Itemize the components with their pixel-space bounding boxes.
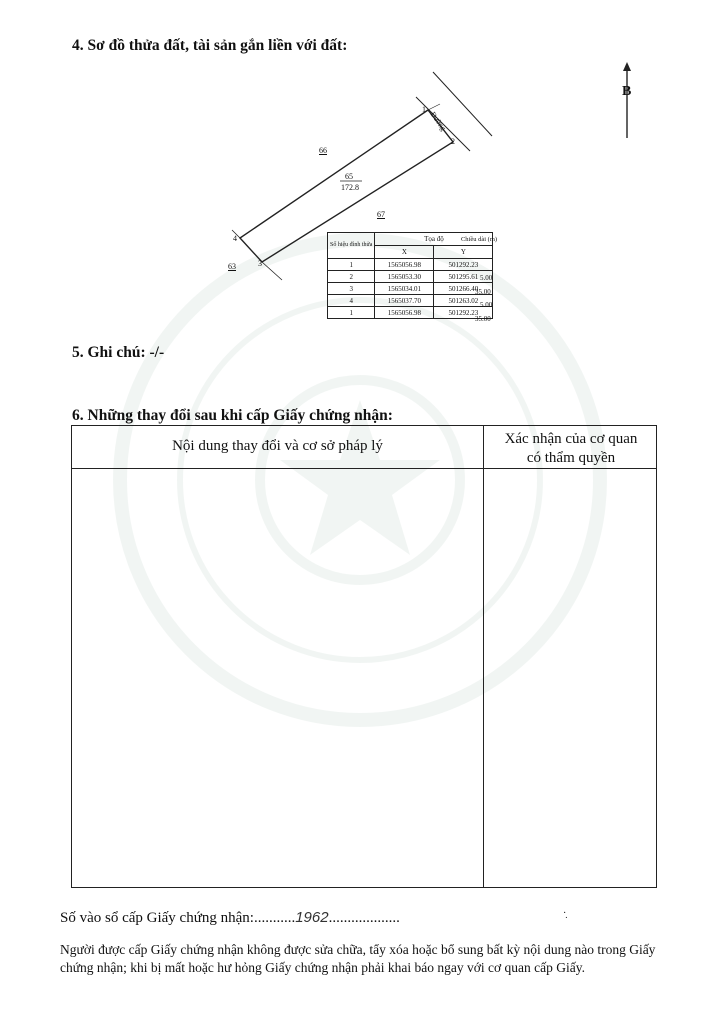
distance-2-3: 35.00 bbox=[475, 288, 491, 296]
table-row: 1 1565056.98 501292.23 bbox=[328, 259, 493, 271]
coord-header-x: X bbox=[375, 246, 434, 259]
table-row: 3 1565034.01 501266.40 bbox=[328, 283, 493, 295]
parcel-area: 172.8 bbox=[341, 183, 359, 192]
vertex-label-2: 2 bbox=[451, 137, 455, 146]
coordinate-table bbox=[327, 232, 493, 319]
distance-header: Chiều dài (m) bbox=[460, 236, 498, 243]
distance-4-1: 35.00 bbox=[475, 315, 491, 323]
section-4-title: 4. Sơ đồ thửa đất, tài sản gắn liền với đất: bbox=[72, 37, 348, 54]
road-label: Đường bbox=[428, 110, 449, 133]
table-row: 1 1565056.98 501292.23 bbox=[328, 307, 493, 319]
neighbor-parcel-66: 66 bbox=[319, 146, 327, 155]
neighbor-parcel-67: 67 bbox=[377, 210, 385, 219]
parcel-number: 65 bbox=[345, 172, 353, 181]
neighbor-parcel-63: 63 bbox=[228, 262, 236, 271]
coord-header-y: Y bbox=[434, 246, 493, 259]
section-6-title: 6. Những thay đổi sau khi cấp Giấy chứng nhận: bbox=[72, 407, 393, 424]
register-number-line: Số vào sổ cấp Giấy chứng nhận:...........1962................... bbox=[60, 909, 400, 926]
distance-3-4: 5.00 bbox=[480, 301, 493, 309]
pen-mark: ·̣ bbox=[563, 908, 567, 919]
changes-header-content: Nội dung thay đổi và cơ sở pháp lý bbox=[172, 438, 383, 454]
changes-header-confirmation: Xác nhận của cơ quan có thẩm quyền bbox=[504, 431, 638, 466]
register-number: 1962 bbox=[295, 909, 329, 926]
section-5-title: 5. Ghi chú: -/- bbox=[72, 344, 165, 361]
vertex-label-4: 4 bbox=[233, 234, 237, 243]
table-row: 4 1565037.70 501263.02 bbox=[328, 295, 493, 307]
north-arrow-icon bbox=[620, 62, 634, 138]
north-letter: B bbox=[622, 84, 632, 99]
distance-1-2: 5.00 bbox=[480, 274, 493, 282]
coord-header-id: Số hiệu đỉnh thửa bbox=[328, 233, 375, 259]
changes-table bbox=[71, 425, 657, 888]
table-row: 2 1565053.30 501295.61 bbox=[328, 271, 493, 283]
vertex-label-1: 1 bbox=[422, 105, 426, 114]
coord-header-coords: Tọa độ bbox=[375, 233, 493, 246]
register-label: Số vào sổ cấp Giấy chứng nhận: bbox=[60, 910, 254, 926]
vertex-label-3: 3 bbox=[258, 259, 262, 268]
footer-note: Người được cấp Giấy chứng nhận không được sửa chữa, tẩy xóa hoặc bổ sung bất kỳ nội dung nào trong Giấy chứng nhận; khi bị mất hoặc hư hỏng Giấy chứng nhận phải khai báo ngay với cơ quan cấp Giấy. bbox=[60, 942, 656, 975]
